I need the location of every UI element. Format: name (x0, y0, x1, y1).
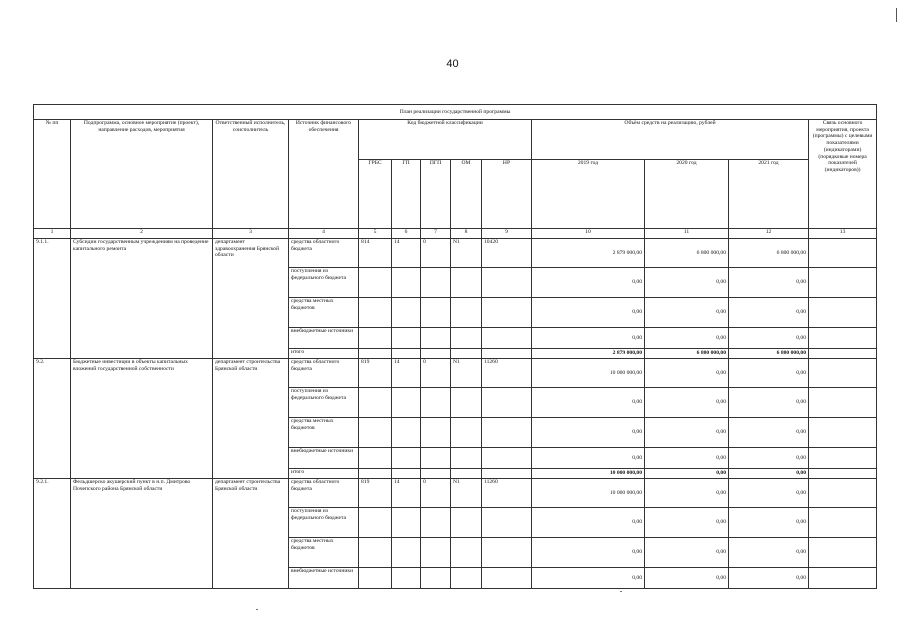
header-no: № пп (34, 120, 71, 229)
indicator-link (809, 448, 877, 469)
code-np (482, 268, 532, 298)
indicator-link (809, 508, 877, 538)
amount-2020: 0,00 (645, 568, 729, 589)
amount-2020: 0,00 (645, 388, 729, 418)
column-number-row (34, 229, 877, 239)
code-pgp (421, 388, 451, 418)
indicator-link (809, 359, 877, 388)
amount-2019: 10 000 000,00 (532, 479, 645, 508)
plan-table-body (34, 105, 877, 589)
code-gp (392, 448, 421, 469)
header-gp: ГП (392, 160, 421, 229)
funding-source: средства областного бюджета (289, 239, 359, 268)
amount-2021: 0,00 (729, 469, 809, 479)
column-number: 11 (645, 229, 729, 239)
funding-source: средства местных бюджетов (289, 418, 359, 448)
amount-2019: 0,00 (532, 538, 645, 568)
code-pgp: 0 (421, 479, 451, 508)
code-gp: 14 (392, 479, 421, 508)
amount-2021: 0,00 (729, 508, 809, 538)
amount-2019: 0,00 (532, 268, 645, 298)
indicator-link (809, 268, 877, 298)
funding-source: внебюджетные источники (289, 568, 359, 589)
item-executor: департамент строительства Брянской области (213, 359, 289, 479)
funding-source: поступления из федерального бюджета (289, 268, 359, 298)
code-np: 10420 (482, 239, 532, 268)
amount-2021: 0,00 (729, 388, 809, 418)
code-om: N1 (451, 239, 482, 268)
amount-2019: 0,00 (532, 448, 645, 469)
code-grbs (359, 469, 392, 479)
header-source: Источник финансового обеспечения (289, 120, 359, 229)
column-number: 9 (482, 229, 532, 239)
code-np (482, 508, 532, 538)
code-pgp (421, 418, 451, 448)
amount-2020: 0,00 (645, 268, 729, 298)
item-name: Фельдшерско акушерский пункт в н.п. Дмитрово Почепского района Брянской области (71, 479, 213, 589)
page-number: 40 (446, 58, 459, 70)
header-grbs: ГРБС (359, 160, 392, 229)
amount-2021: 6 800 000,00 (729, 239, 809, 268)
code-gp (392, 388, 421, 418)
header-2021: 2021 год (729, 160, 809, 229)
indicator-link (809, 538, 877, 568)
code-grbs (359, 568, 392, 589)
code-np: 11260 (482, 359, 532, 388)
code-pgp (421, 508, 451, 538)
code-om (451, 388, 482, 418)
code-gp (392, 508, 421, 538)
column-number: 2 (71, 229, 213, 239)
code-om (451, 298, 482, 328)
code-om (451, 349, 482, 359)
code-grbs: 819 (359, 479, 392, 508)
funding-source: внебюджетные источники (289, 448, 359, 469)
amount-2020: 0,00 (645, 418, 729, 448)
code-np (482, 418, 532, 448)
column-number: 1 (34, 229, 71, 239)
item-number: 9.2.1. (34, 479, 71, 589)
header-link: Связь основного мероприятия, проекта (программы) с целевыми показателями (индикаторами) (порядковые номера показателей (индикаторов)) (809, 120, 877, 229)
indicator-link (809, 568, 877, 589)
amount-2021: 0,00 (729, 328, 809, 349)
amount-2019: 0,00 (532, 568, 645, 589)
code-np (482, 328, 532, 349)
indicator-link (809, 388, 877, 418)
code-np (482, 538, 532, 568)
item-number: 9.1.1. (34, 239, 71, 359)
code-gp (392, 469, 421, 479)
code-pgp (421, 538, 451, 568)
item-executor: департамент здравоохранения Брянской области (213, 239, 289, 359)
amount-2021: 0,00 (729, 538, 809, 568)
scan-edge-mark (896, 8, 897, 22)
funding-source: внебюджетные источники (289, 328, 359, 349)
column-number: 4 (289, 229, 359, 239)
code-grbs (359, 448, 392, 469)
code-pgp (421, 268, 451, 298)
funding-source: средства областного бюджета (289, 479, 359, 508)
amount-2020: 0,00 (645, 469, 729, 479)
indicator-link (809, 298, 877, 328)
code-pgp: 0 (421, 239, 451, 268)
header-om: ОМ (451, 160, 482, 229)
code-np (482, 568, 532, 589)
code-grbs (359, 298, 392, 328)
code-gp: 14 (392, 239, 421, 268)
column-number: 6 (392, 229, 421, 239)
code-om (451, 568, 482, 589)
amount-2020: 6 800 000,00 (645, 349, 729, 359)
amount-2020: 6 800 000,00 (645, 239, 729, 268)
amount-2021: 0,00 (729, 448, 809, 469)
amount-2019: 10 000 000,00 (532, 469, 645, 479)
amount-2019: 2 879 000,00 (532, 349, 645, 359)
code-np (482, 298, 532, 328)
header-np: НР (482, 160, 532, 229)
amount-2019: 2 879 000,00 (532, 239, 645, 268)
amount-2020: 0,00 (645, 479, 729, 508)
indicator-link (809, 469, 877, 479)
plan-table (33, 104, 877, 589)
amount-2020: 0,00 (645, 359, 729, 388)
code-om (451, 268, 482, 298)
scan-speck (256, 609, 258, 610)
code-np (482, 388, 532, 418)
indicator-link (809, 328, 877, 349)
header-2019: 2019 год (532, 160, 645, 229)
amount-2021: 0,00 (729, 479, 809, 508)
code-gp (392, 268, 421, 298)
table-row (34, 479, 877, 508)
code-om (451, 448, 482, 469)
item-executor: департамент строительства Брянской области (213, 479, 289, 589)
scan-speck (620, 591, 622, 592)
amount-2021: 0,00 (729, 268, 809, 298)
item-name: Субсидии государственным учреждениям на проведение капитального ремонта (71, 239, 213, 359)
code-gp (392, 418, 421, 448)
funding-source: итого (289, 469, 359, 479)
table-row (34, 359, 877, 388)
column-number: 7 (421, 229, 451, 239)
amount-2021: 0,00 (729, 418, 809, 448)
header-executor: Ответственный исполнитель, соисполнитель (213, 120, 289, 229)
code-np: 11260 (482, 479, 532, 508)
code-gp: 14 (392, 359, 421, 388)
column-number: 13 (809, 229, 877, 239)
code-pgp: 0 (421, 359, 451, 388)
amount-2021: 6 800 000,00 (729, 349, 809, 359)
code-om: N1 (451, 359, 482, 388)
header-budget-code: Код бюджетной классификации (359, 120, 532, 160)
code-om (451, 328, 482, 349)
header-2020: 2020 год (645, 160, 729, 229)
funding-source: средства местных бюджетов (289, 538, 359, 568)
header-pgp: ПГП (421, 160, 451, 229)
funding-source: средства местных бюджетов (289, 298, 359, 328)
indicator-link (809, 418, 877, 448)
amount-2019: 0,00 (532, 508, 645, 538)
code-grbs (359, 388, 392, 418)
item-name: Бюджетные инвестиции в объекты капитальных вложений государственной собственности (71, 359, 213, 479)
table-row (34, 239, 877, 268)
code-np (482, 448, 532, 469)
item-number: 9.2. (34, 359, 71, 479)
indicator-link (809, 479, 877, 508)
column-number: 12 (729, 229, 809, 239)
amount-2021: 0,00 (729, 568, 809, 589)
code-grbs: 814 (359, 239, 392, 268)
code-grbs (359, 418, 392, 448)
funding-source: поступления из федерального бюджета (289, 508, 359, 538)
code-grbs (359, 508, 392, 538)
code-gp (392, 298, 421, 328)
code-om (451, 469, 482, 479)
amount-2021: 0,00 (729, 298, 809, 328)
funding-source: итого (289, 349, 359, 359)
column-number: 3 (213, 229, 289, 239)
amount-2019: 10 000 000,00 (532, 359, 645, 388)
code-pgp (421, 568, 451, 589)
amount-2020: 0,00 (645, 538, 729, 568)
code-pgp (421, 298, 451, 328)
code-grbs (359, 538, 392, 568)
code-gp (392, 568, 421, 589)
code-om (451, 538, 482, 568)
amount-2019: 0,00 (532, 388, 645, 418)
code-pgp (421, 349, 451, 359)
code-grbs (359, 268, 392, 298)
amount-2020: 0,00 (645, 448, 729, 469)
code-np (482, 349, 532, 359)
column-number: 10 (532, 229, 645, 239)
amount-2020: 0,00 (645, 328, 729, 349)
code-gp (392, 538, 421, 568)
amount-2019: 0,00 (532, 298, 645, 328)
code-om: N1 (451, 479, 482, 508)
code-om (451, 508, 482, 538)
header-subprogram: Подпрограмма, основное мероприятие (проект), направление расходов, мероприятия (71, 120, 213, 229)
amount-2019: 0,00 (532, 418, 645, 448)
code-pgp (421, 448, 451, 469)
amount-2020: 0,00 (645, 298, 729, 328)
indicator-link (809, 239, 877, 268)
amount-2021: 0,00 (729, 359, 809, 388)
column-number: 5 (359, 229, 392, 239)
code-grbs (359, 328, 392, 349)
column-number: 8 (451, 229, 482, 239)
code-np (482, 469, 532, 479)
header-volume: Объём средств на реализацию, рублей (532, 120, 809, 160)
code-gp (392, 328, 421, 349)
code-pgp (421, 328, 451, 349)
funding-source: поступления из федерального бюджета (289, 388, 359, 418)
indicator-link (809, 349, 877, 359)
code-grbs (359, 349, 392, 359)
code-pgp (421, 469, 451, 479)
amount-2019: 0,00 (532, 328, 645, 349)
amount-2020: 0,00 (645, 508, 729, 538)
table-title: План реализации государственной программы (34, 105, 877, 120)
code-om (451, 418, 482, 448)
funding-source: средства областного бюджета (289, 359, 359, 388)
code-grbs: 819 (359, 359, 392, 388)
code-gp (392, 349, 421, 359)
